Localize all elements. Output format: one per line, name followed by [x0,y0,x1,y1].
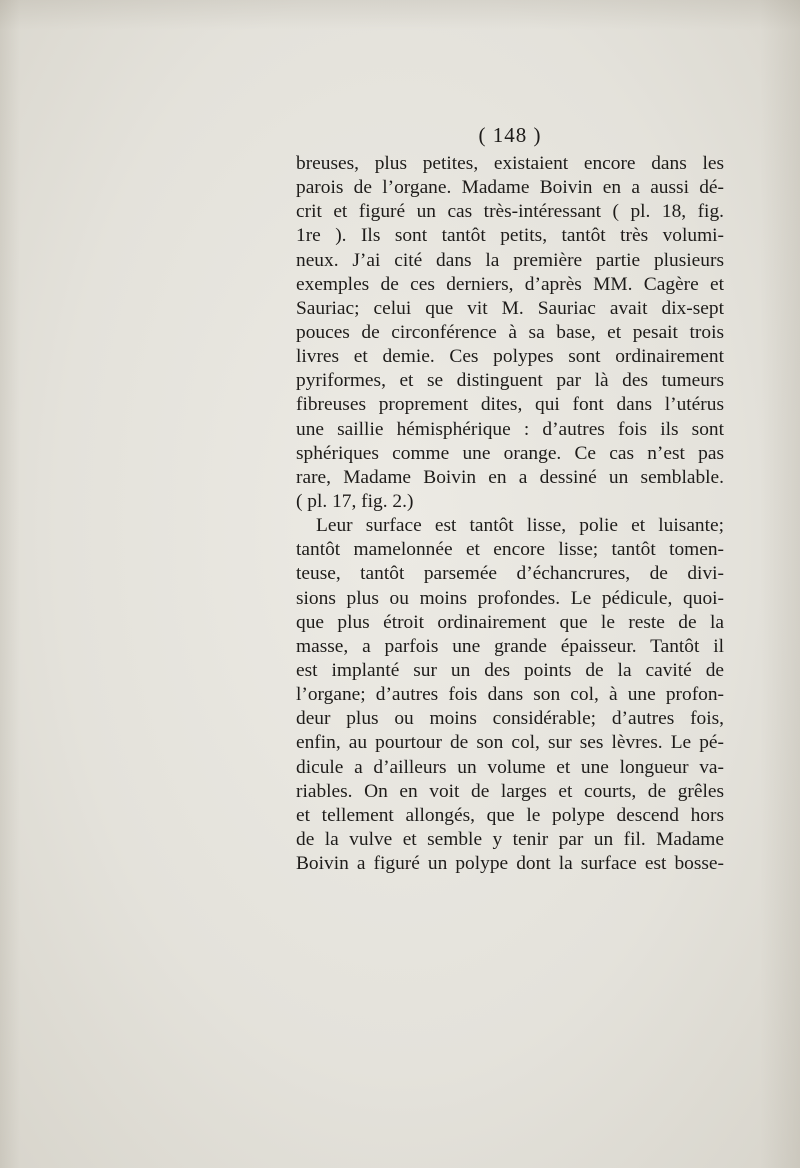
text-line: breuses, plus petites, existaient encore dans les [296,153,724,174]
text-line: exemples de ces derniers, d’après MM. Cagère et [296,273,724,295]
text-line: enfin, au pourtour de son col, sur ses lèvres. Le pé- [296,732,724,754]
text-line: 1re ). Ils sont tantôt petits, tantôt très volumi- [296,225,724,247]
text-line: riables. On en voit de larges et courts, de grêles [296,780,724,802]
text-line: une saillie hémisphérique : d’autres fois ils sont [296,418,724,440]
page-shading-left [0,0,20,1168]
text-line: teuse, tantôt parsemée d’échancrures, de divi- [296,563,724,585]
text-line: neux. J’ai cité dans la première partie plusieurs [296,249,724,271]
text-line: sphériques comme une orange. Ce cas n’est pas [296,442,724,464]
text-line: deur plus ou moins considérable; d’autres fois, [296,708,724,730]
text-line: de la vulve et semble y tenir par un fil. Madame [296,828,724,850]
text-line: est implanté sur un des points de la cavité de [296,659,724,681]
text-line: Boivin a figuré un polype dont la surface est bosse- [296,853,724,875]
text-line: rare, Madame Boivin en a dessiné un semblable. [296,466,724,488]
text-line: Sauriac; celui que vit M. Sauriac avait dix-sept [296,297,724,319]
text-line: que plus étroit ordinairement que le reste de la [296,611,724,633]
text-line: et tellement allongés, que le polype descend hors [296,804,724,826]
text-line: tantôt mamelonnée et encore lisse; tantôt tomen- [296,539,724,561]
body-text [296,152,724,876]
text-line: l’organe; d’autres fois dans son col, à une profon- [296,684,724,706]
page-shading-top [0,0,800,30]
paragraph-1 [296,152,724,514]
text-line: ( pl. 17, fig. 2.) [296,490,414,512]
text-line: sions plus ou moins profondes. Le pédicule, quoi- [296,587,724,609]
text-line: masse, a parfois une grande épaisseur. Tantôt il [296,635,724,657]
text-line: Leur surface est tantôt lisse, polie et luisante; [316,515,724,537]
text-line: dicule a d’ailleurs un volume et une longueur va- [296,756,724,778]
page-number: ( 148 ) [478,123,542,147]
text-line: pouces de circonférence à sa base, et pesait trois [296,321,724,343]
paragraph-2 [296,514,724,876]
text-line: parois de l’organe. Madame Boivin en a aussi dé- [296,177,724,199]
text-line: crit et figuré un cas très-intéressant ( pl. 18, fig. [296,201,724,223]
page-shading-right [760,0,800,1168]
text-line: fibreuses proprement dites, qui font dans l’utérus [296,394,724,416]
text-line: pyriformes, et se distinguent par là des tumeurs [296,370,724,392]
text-line: livres et demie. Ces polypes sont ordinairement [296,346,724,368]
